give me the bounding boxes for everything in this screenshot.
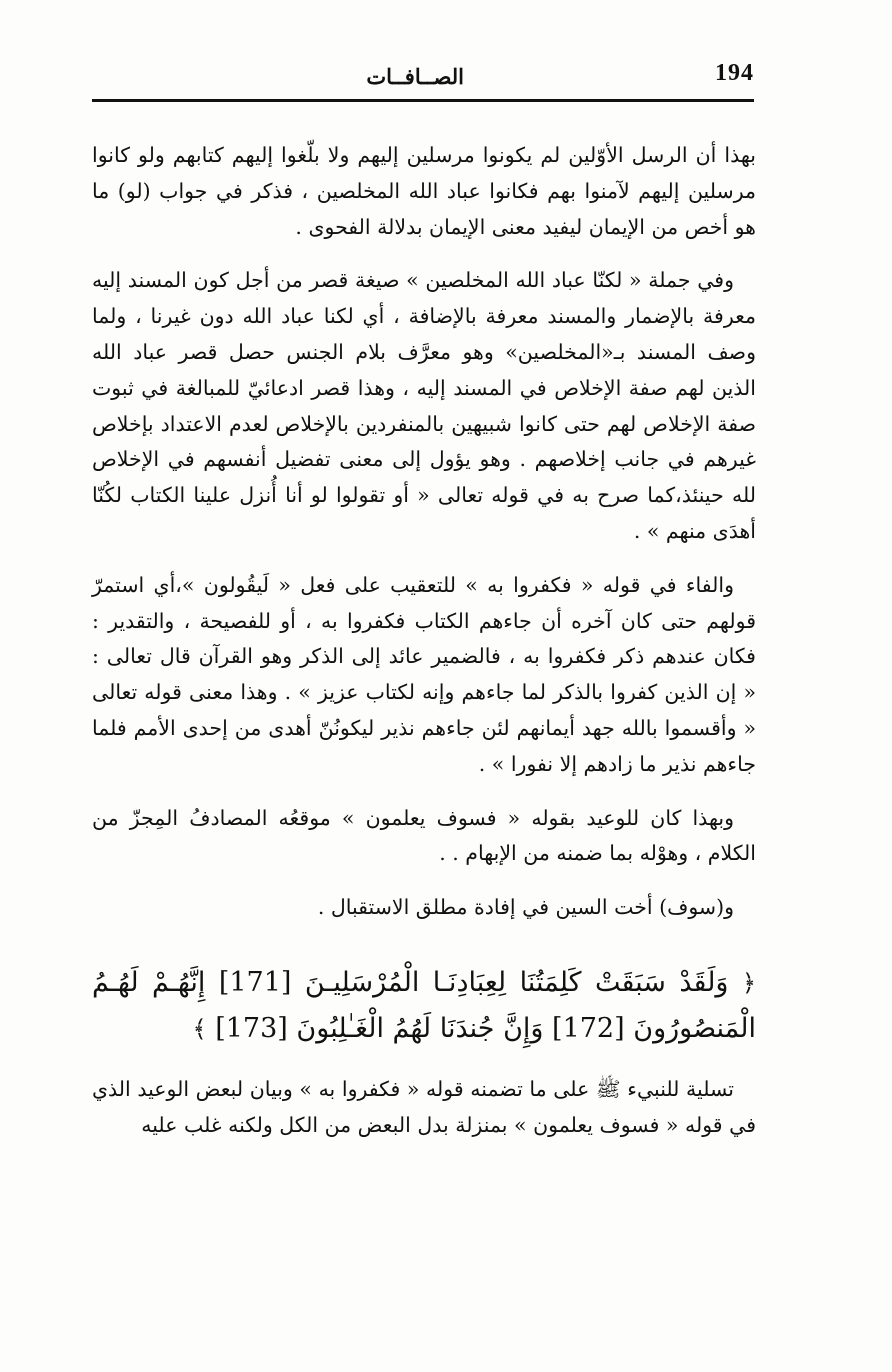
paragraph-6: تسلية للنبيء ﷺ على ما تضمنه قوله « فكفروا به » وبيان لبعض الوعيد الذي في قوله « فسوف يعلمون » بمنزلة بدل البعض من الكل ولكنه غلب عليه [92,1076,756,1137]
surah-title: الصــافــات [366,64,464,89]
page-number: 194 [715,60,754,86]
verse-open-bracket: ﴿ [741,968,756,997]
quran-verse [92,960,756,1052]
page-header [92,58,754,98]
verse-close-bracket: ﴾ [192,1014,207,1043]
paragraph-3: والفاء في قوله « فكفروا به » للتعقيب على فعل « لَيقُولون »،أي استمرّ قولهم حتى كان آخره أن جاءهم الكتاب فكفروا به ، أو للفصيحة ، والتقدير : فكان عندهم ذكر فكفروا به ، فالضمير عائد إلى الذكر وهو القرآن قال تعالى : « إن الذين كفروا بالذكر لما جاءهم وإنه لكتاب عزيز » . وهذا معنى قوله تعالى « وأقسموا بالله جهد أيمانهم لئن جاءهم نذير ليكونُنّ أهدى من إحدى الأمم فلما جاءهم نذير ما زادهم إلا نفورا » . [92,572,756,776]
header-divider [92,99,754,102]
paragraph-4: وبهذا كان للوعيد بقوله « فسوف يعلمون » موقعُه المصادفُ المِجزّ من الكلام ، وهوْله بما ضمنه من الإبهام . . [92,805,756,866]
paragraph-5: و(سوف) أخت السين في إفادة مطلق الاستقبال . [317,895,734,920]
paragraph-1: بهذا أن الرسل الأوّلين لم يكونوا مرسلين إليهم ولا بلّغوا إليهم كتابهم ولو كانوا مرسلين إليهم لآمنوا بهم فكانوا عباد الله المخلصين ، فذكر في جواب (لو) ما هو أخص من الإيمان ليفيد معنى الإيمان بدلالة الفحوى . [92,143,756,239]
page-body [92,138,756,1162]
paragraph-2: وفي جملة « لكنّا عباد الله المخلصين » صيغة قصر من أجل كون المسند إليه معرفة بالإضمار والمسند معرفة بالإضافة ، أي لكنا عباد الله دون غيرنا ، ولما وصف المسند بـ«المخلصين» وهو معرَّف بلام الجنس حصل قصر عباد الله الذين لهم صفة الإخلاص في المسند إليه ، وهذا قصر ادعائيّ للمبالغة في ثبوت صفة الإخلاص لهم حتى كانوا شبيهين بالمنفردين بالإخلاص لعدم الاعتداد بإخلاص غيرهم في جانب إخلاصهم . وهو يؤول إلى معنى تفضيل أنفسهم في الإخلاص لله حينئذ،كما صرح به في قوله تعالى « أو تقولوا لو أنا أُنزل علينا الكتاب لكُنّا أهدَى منهم » . [92,268,756,543]
verse-text: وَلَقَدْ سَبَقَتْ كَلِمَتُنَا لِعِبَادِنَـا الْمُرْسَلِيـنَ [171] إِنَّهُـمْ لَهُـمُ الْمَنصُورُونَ [172] وَإِنَّ جُندَنَا لَهُمُ الْغَـٰلِبُونَ [173] [92,966,756,1044]
